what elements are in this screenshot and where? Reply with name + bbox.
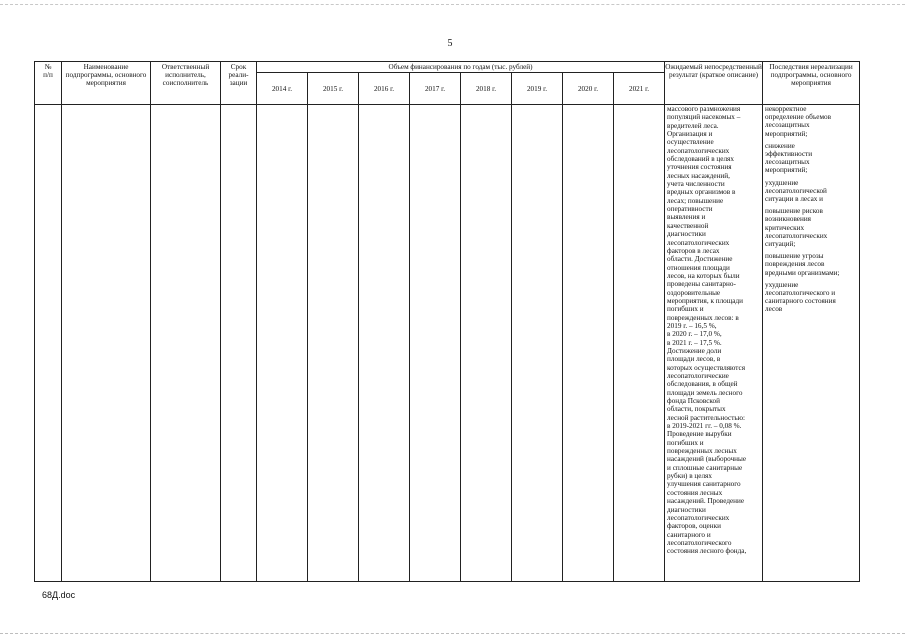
table-row bbox=[35, 105, 860, 582]
result-line: в 2020 г. – 17,0 %, bbox=[667, 330, 722, 339]
header-year: 2014 г. bbox=[257, 73, 308, 105]
consequence-line: ситуаций; bbox=[765, 240, 796, 249]
consequence-line: снижение bbox=[765, 141, 795, 150]
page-number: 5 bbox=[447, 38, 453, 49]
consequence-item bbox=[765, 105, 857, 138]
result-line: обследования, в общей bbox=[667, 380, 738, 389]
result-line: площади лесов, в bbox=[667, 355, 721, 364]
header-year: 2015 г. bbox=[308, 73, 359, 105]
result-line: поврежденных лесов: в bbox=[667, 313, 739, 322]
result-line: фонда Псковской bbox=[667, 397, 720, 406]
result-line: лесных насаждений, bbox=[667, 171, 730, 180]
result-line: вредителей леса. bbox=[667, 121, 719, 130]
result-text bbox=[665, 105, 762, 556]
result-line: массового размножения bbox=[667, 105, 741, 113]
result-line: отношения площади bbox=[667, 263, 730, 272]
result-line: вредных организмов в bbox=[667, 188, 736, 197]
header-executor: Ответственный исполнитель, соисполнитель bbox=[151, 62, 221, 105]
result-line: насаждений (выборочные bbox=[667, 455, 747, 464]
result-line: оздоровительные bbox=[667, 288, 721, 297]
result-line: области. Достижение bbox=[667, 255, 733, 264]
result-line: мероприятия, к площади bbox=[667, 296, 743, 305]
result-line: состояния лесных bbox=[667, 488, 723, 497]
cell-2019 bbox=[512, 105, 563, 582]
consequence-line: эффективности bbox=[765, 150, 813, 159]
consequence-line: повреждения лесов bbox=[765, 260, 825, 269]
header-year: 2018 г. bbox=[461, 73, 512, 105]
result-line: области, покрытых bbox=[667, 405, 726, 414]
header-year: 2017 г. bbox=[410, 73, 461, 105]
cell-2018 bbox=[461, 105, 512, 582]
cell-num bbox=[35, 105, 62, 582]
cell-2021 bbox=[614, 105, 665, 582]
result-line: рубки) в целях bbox=[667, 472, 712, 481]
consequence-item bbox=[765, 142, 857, 175]
result-line: насаждений. Проведение bbox=[667, 497, 745, 506]
result-line: Организация и bbox=[667, 130, 713, 139]
cell-2014 bbox=[257, 105, 308, 582]
result-line: в 2021 г. – 17,5 %. bbox=[667, 338, 722, 347]
header-num: № п/п bbox=[35, 62, 62, 105]
result-line: состояния лесного фонда, bbox=[667, 547, 747, 556]
header-consequences: Последствия нереализации подпрограммы, основного мероприятия bbox=[763, 62, 860, 105]
result-line: 2019 г. – 16,5 %, bbox=[667, 321, 717, 330]
result-line: факторов, оценки bbox=[667, 522, 721, 531]
header-term: Срок реали-зации bbox=[221, 62, 257, 105]
result-line: осуществление bbox=[667, 138, 714, 147]
consequence-item bbox=[765, 179, 857, 204]
consequence-item bbox=[765, 207, 857, 248]
consequence-line: ухудшение bbox=[765, 178, 799, 187]
cell-name bbox=[62, 105, 151, 582]
header-result: Ожидаемый непосредственный результат (краткое описание) bbox=[665, 62, 763, 105]
result-line: диагностики bbox=[667, 230, 706, 239]
result-line: лесопатологических bbox=[667, 513, 730, 522]
result-line: погибших и bbox=[667, 305, 704, 314]
header-year: 2016 г. bbox=[359, 73, 410, 105]
result-line: в 2019-2021 гг. – 0,08 %. bbox=[667, 422, 742, 431]
consequence-line: лесов bbox=[765, 305, 783, 314]
consequence-line: критических bbox=[765, 223, 805, 232]
consequence-line: ухудшение bbox=[765, 280, 799, 289]
result-line: факторов в лесах bbox=[667, 246, 720, 255]
consequence-line: мероприятий; bbox=[765, 129, 808, 138]
result-line: уточнения состояния bbox=[667, 163, 732, 172]
consequence-item bbox=[765, 252, 857, 277]
cell-2017 bbox=[410, 105, 461, 582]
cell-2020 bbox=[563, 105, 614, 582]
footer-filename: 68Д.doc bbox=[42, 590, 76, 600]
scan-edge-top bbox=[0, 4, 905, 5]
consequence-line: лесозащитных bbox=[765, 121, 810, 130]
consequence-line: некорректное bbox=[765, 105, 807, 113]
result-line: которых осуществляются bbox=[667, 363, 746, 372]
cell-executor bbox=[151, 105, 221, 582]
consequence-line: лесозащитных bbox=[765, 158, 810, 167]
result-line: обследований в целях bbox=[667, 155, 734, 164]
header-year: 2019 г. bbox=[512, 73, 563, 105]
consequence-line: лесопатологической bbox=[765, 186, 827, 195]
result-line: Проведение вырубки bbox=[667, 430, 732, 439]
cell-2016 bbox=[359, 105, 410, 582]
cell-term bbox=[221, 105, 257, 582]
result-line: поврежденных лесных bbox=[667, 447, 737, 456]
result-line: погибших и bbox=[667, 438, 704, 447]
consequence-line: мероприятий; bbox=[765, 166, 808, 175]
consequence-line: лесопатологических bbox=[765, 231, 828, 240]
header-financing: Объем финансирования по годам (тыс. рублей) bbox=[257, 62, 665, 73]
result-line: выявления и bbox=[667, 213, 706, 222]
result-line: лесопатологических bbox=[667, 146, 730, 155]
consequence-line: определение объемов bbox=[765, 113, 831, 122]
result-line: улучшения санитарного bbox=[667, 480, 741, 489]
header-year: 2020 г. bbox=[563, 73, 614, 105]
scan-edge-bottom bbox=[0, 633, 905, 634]
result-line: лесопатологических bbox=[667, 238, 730, 247]
header-name: Наименование подпрограммы, основного мероприятия bbox=[62, 62, 151, 105]
result-line: проведены санитарно- bbox=[667, 280, 736, 289]
result-line: лесопатологические bbox=[667, 372, 729, 380]
result-line: учета численности bbox=[667, 180, 725, 189]
consequence-line: ситуации в лесах и bbox=[765, 195, 824, 204]
cell-consequences bbox=[763, 105, 860, 582]
result-line: площади земель лесного bbox=[667, 388, 743, 397]
result-line: санитарного и bbox=[667, 530, 711, 539]
header-year: 2021 г. bbox=[614, 73, 665, 105]
consequence-line: санитарного состояния bbox=[765, 297, 836, 306]
consequence-line: повышение рисков bbox=[765, 207, 823, 216]
cell-result bbox=[665, 105, 763, 582]
result-line: качественной bbox=[667, 221, 709, 230]
result-line: и сплошные санитарные bbox=[667, 463, 743, 472]
result-line: лесопатологического bbox=[667, 538, 732, 547]
consequence-line: возникновения bbox=[765, 215, 811, 224]
consequence-line: вредными организмами; bbox=[765, 268, 840, 277]
consequences-text bbox=[763, 105, 859, 314]
program-table bbox=[34, 61, 860, 582]
result-line: оперативности bbox=[667, 205, 713, 214]
result-line: лесов, на которых были bbox=[667, 271, 740, 280]
header-row-1 bbox=[35, 62, 860, 73]
result-line: популяций насекомых – bbox=[667, 113, 741, 122]
consequence-line: лесопатологического и bbox=[765, 289, 836, 298]
consequence-line: повышение угрозы bbox=[765, 252, 824, 261]
result-line: Достижение доли bbox=[667, 346, 722, 355]
result-line: лесах; повышение bbox=[667, 196, 724, 205]
result-line: лесной растительностью: bbox=[667, 413, 746, 422]
result-line: диагностики bbox=[667, 505, 706, 514]
cell-2015 bbox=[308, 105, 359, 582]
consequence-item bbox=[765, 281, 857, 314]
